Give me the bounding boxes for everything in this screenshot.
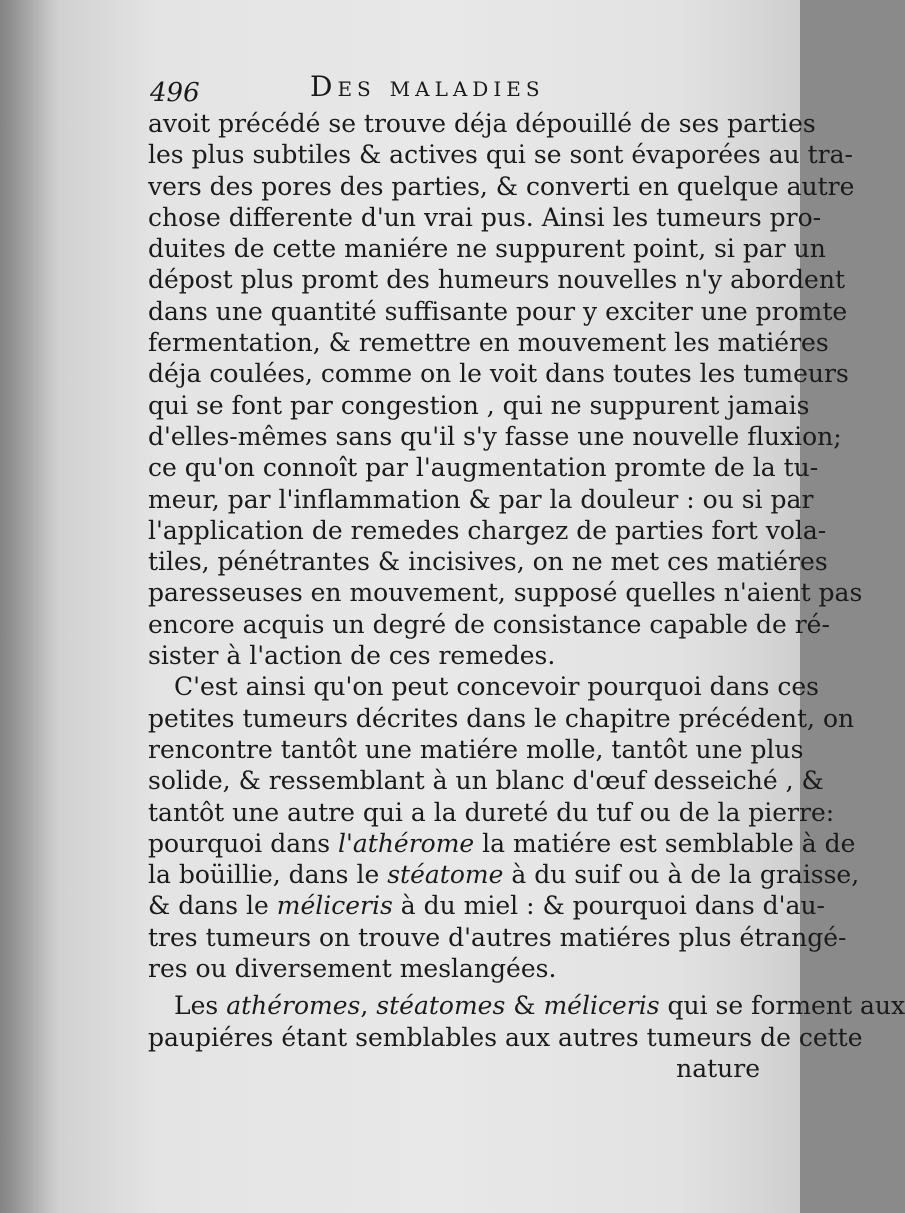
text-line: res ou diversement meslangées.: [148, 954, 557, 984]
text-run: ,: [360, 991, 377, 1021]
text-line: chose differente d'un vrai pus. Ainsi les tumeurs pro-: [148, 202, 822, 232]
text-line: rencontre tantôt une matiére molle, tantôt une plus: [148, 734, 804, 764]
text-line: [148, 859, 860, 890]
text-run: pourquoi dans: [148, 828, 338, 858]
text-line: petites tumeurs décrites dans le chapitre précédent, on: [148, 703, 855, 733]
text-run: à du miel : & pourquoi dans d'au-: [392, 891, 825, 921]
text-line: qui se font par congestion , qui ne suppurent jamais: [148, 390, 810, 420]
text-line: paresseuses en mouvement, supposé quelles n'aient pas: [148, 578, 863, 608]
running-head: Des maladies: [310, 70, 545, 103]
text-line: tantôt une autre qui a la dureté du tuf ou de la pierre:: [148, 797, 835, 827]
text-run: Les: [174, 991, 227, 1021]
italic-term: stéatomes: [376, 991, 506, 1021]
text-line: paupiéres étant semblables aux autres tumeurs de cette: [148, 1022, 863, 1052]
text-line: l'application de remedes chargez de parties fort vola-: [148, 515, 827, 545]
text-line: tiles, pénétrantes & incisives, on ne met ces matiéres: [148, 547, 828, 577]
text-line: dans une quantité suffisante pour y exciter une promte: [148, 296, 848, 326]
text-line: [148, 890, 825, 921]
text-run: & dans le: [148, 891, 277, 921]
text-line: duites de cette maniére ne suppurent point, si par un: [148, 234, 826, 264]
paragraph-3: [148, 990, 905, 1084]
text-line: fermentation, & remettre en mouvement les matiéres: [148, 328, 829, 358]
body-text: [148, 108, 905, 1084]
paragraph-2: [148, 671, 860, 984]
text-line: tres tumeurs on trouve d'autres matiéres plus étrangé-: [148, 922, 847, 952]
text-line: ce qu'on connoît par l'augmentation promte de la tu-: [148, 453, 819, 483]
text-line: les plus subtiles & actives qui se sont évaporées au tra-: [148, 140, 853, 170]
text-line: dépost plus promt des humeurs nouvelles n'y abordent: [148, 265, 845, 295]
text-run: la matiére est semblable à de: [474, 828, 856, 858]
text-line: [148, 990, 905, 1021]
italic-term: méliceris: [276, 891, 393, 921]
text-run: &: [505, 991, 544, 1021]
text-line: avoit précédé se trouve déja dépouillé de ses parties: [148, 109, 816, 138]
text-line: [148, 828, 856, 859]
text-run: qui se forment aux: [659, 991, 905, 1021]
page-header: [150, 70, 770, 106]
text-run: la boüillie, dans le: [148, 860, 388, 890]
italic-term: athéromes: [226, 991, 361, 1021]
text-line: vers des pores des parties, & converti en quelque autre: [148, 171, 855, 201]
italic-term: l'athérome: [338, 828, 475, 858]
spine-shadow: [0, 0, 60, 1213]
text-line: d'elles-mêmes sans qu'il s'y fasse une nouvelle fluxion;: [148, 421, 842, 451]
text-line: meur, par l'inflammation & par la douleur : ou si par: [148, 484, 814, 514]
paragraph-1: [148, 108, 863, 671]
text-line: encore acquis un degré de consistance capable de ré-: [148, 609, 830, 639]
text-line: solide, & ressemblant à un blanc d'œuf desseiché , &: [148, 766, 824, 796]
text-run: à du suif ou à de la graisse,: [503, 860, 860, 890]
text-line: C'est ainsi qu'on peut concevoir pourquoi dans ces: [174, 672, 819, 702]
catchword: nature: [676, 1053, 760, 1083]
text-line: déja coulées, comme on le voit dans toutes les tumeurs: [148, 359, 849, 389]
italic-term: stéatome: [387, 860, 504, 890]
italic-term: méliceris: [543, 991, 660, 1021]
page-number: 496: [150, 78, 200, 108]
text-line: sister à l'action de ces remedes.: [148, 641, 556, 671]
